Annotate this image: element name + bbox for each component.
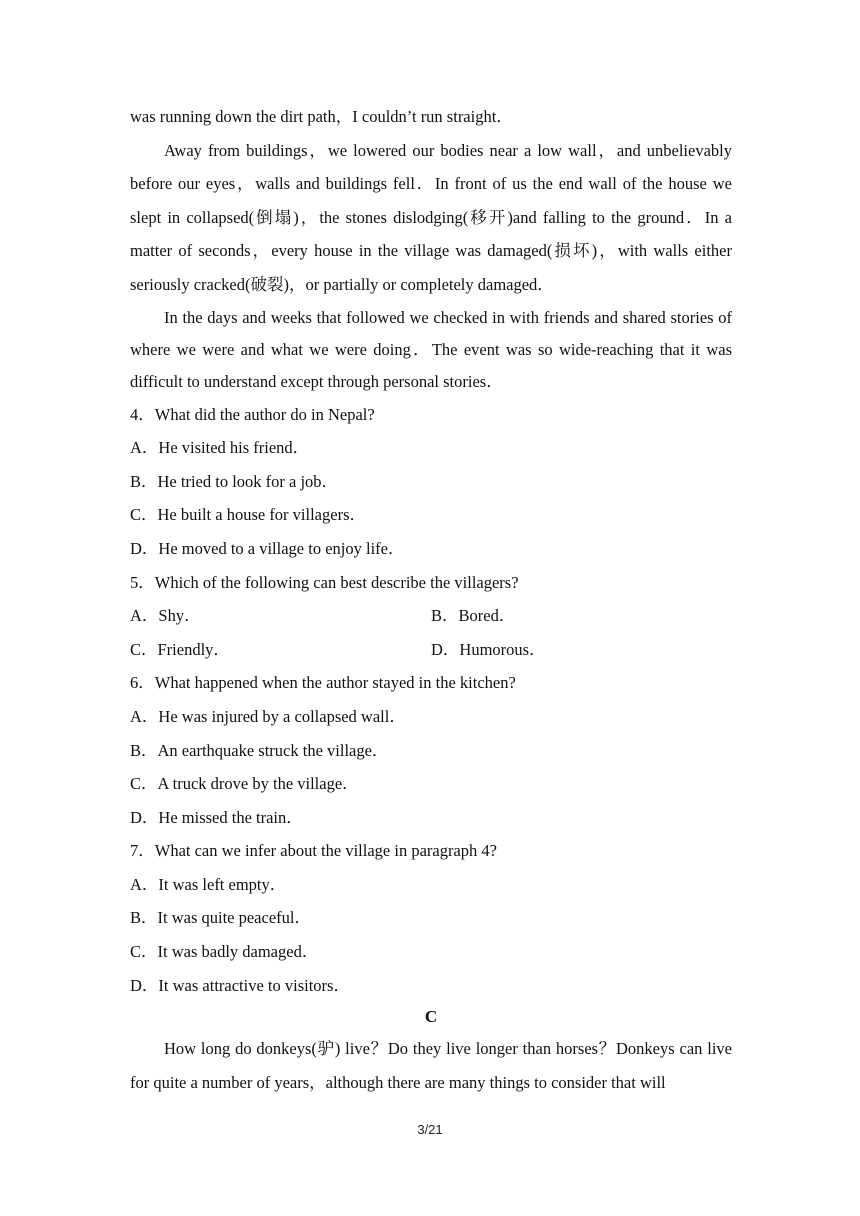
option-a: A．He was injured by a collapsed wall． bbox=[130, 706, 406, 726]
option-a: A．He visited his friend． bbox=[130, 438, 310, 458]
option-b: B．He tried to look for a job． bbox=[130, 471, 339, 491]
passage-b-paragraph-away: Away from buildings，we lowered our bodies near a low wall，and unbelievably before our eyes，walls and buildings fell．In front of us the end wall of the house we slept in collapsed(倒塌)，the stones dislodging(移开)and falling to the ground．In a matter of seconds，every house in the village was damaged(损坏)，with walls either seriously cracked(破裂)，or partially or completely damaged． bbox=[130, 140, 732, 294]
option-b: B．It was quite peaceful． bbox=[130, 908, 311, 928]
question-stem: 5．Which of the following can best describe the villagers? bbox=[130, 572, 519, 592]
options-row bbox=[130, 633, 732, 667]
option-d: D．He missed the train． bbox=[130, 807, 303, 827]
question-stem: 4．What did the author do in Nepal? bbox=[130, 404, 375, 424]
question-7 bbox=[130, 834, 732, 1002]
option-d: D．Humorous． bbox=[431, 639, 546, 659]
question-4 bbox=[130, 398, 732, 566]
question-5 bbox=[130, 566, 732, 667]
option-b: B．Bored． bbox=[431, 606, 516, 626]
option-d: D．It was attractive to visitors． bbox=[130, 975, 350, 995]
option-c: C．He built a house for villagers． bbox=[130, 505, 366, 525]
option-c: C．Friendly． bbox=[130, 639, 230, 659]
passage-c-title: C bbox=[424, 1007, 438, 1027]
question-stem: 7．What can we infer about the village in paragraph 4? bbox=[130, 841, 497, 861]
question-6 bbox=[130, 666, 732, 834]
passage-c-paragraph-1: How long do donkeys(驴) live？Do they live longer than horses？Donkeys can live for quite a number of years，although there are many things to consider that will bbox=[130, 1039, 732, 1092]
option-a: A．Shy． bbox=[130, 606, 201, 626]
option-a: A．It was left empty． bbox=[130, 874, 287, 894]
option-b: B．An earthquake struck the village． bbox=[130, 740, 389, 760]
page-content bbox=[130, 100, 732, 1099]
option-c: C．It was badly damaged． bbox=[130, 942, 319, 962]
passage-b-continuation: was running down the dirt path，I couldn’t run straight． bbox=[130, 107, 513, 126]
option-d: D．He moved to a village to enjoy life． bbox=[130, 538, 405, 558]
option-c: C．A truck drove by the village． bbox=[130, 774, 359, 794]
page-number: 3/21 bbox=[417, 1122, 443, 1137]
options-row bbox=[130, 599, 732, 633]
passage-b-paragraph-days: In the days and weeks that followed we checked in with friends and shared stories of where we were and what we were doing．The event was so wide-reaching that it was difficult to understand except through personal stories． bbox=[130, 307, 732, 391]
question-stem: 6．What happened when the author stayed in the kitchen? bbox=[130, 673, 516, 693]
